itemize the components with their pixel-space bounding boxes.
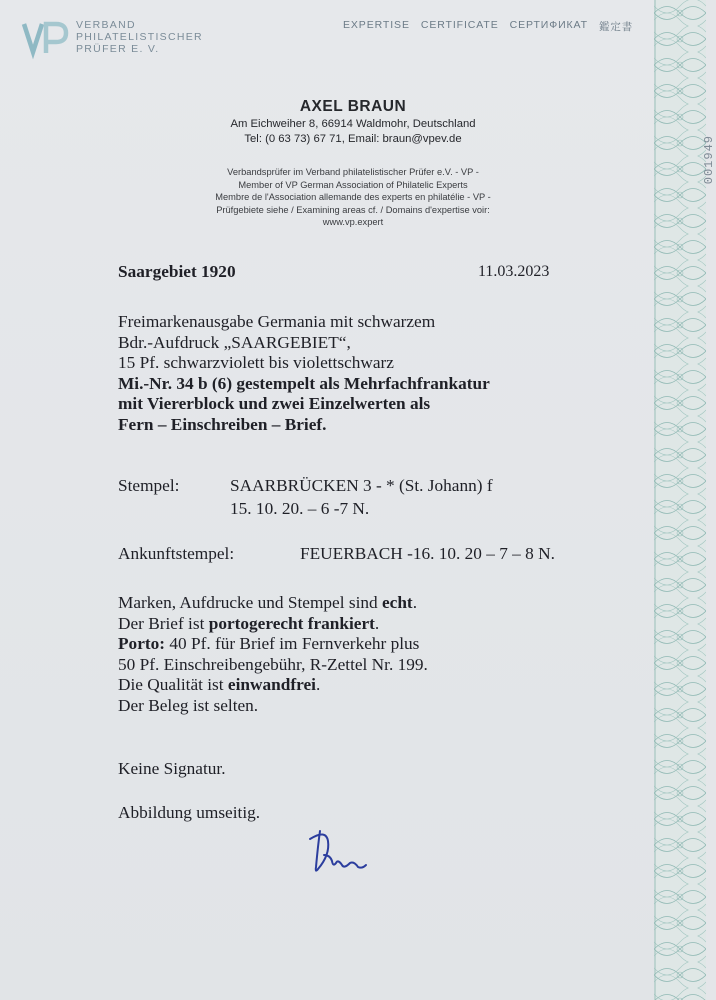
title-expertise: EXPERTISE: [343, 19, 410, 31]
findings-text: .: [315, 675, 321, 695]
findings-bold: Porto:: [118, 634, 166, 654]
findings-bold: einwandfrei: [227, 675, 316, 695]
guilloche-pattern-icon: [654, 0, 706, 1000]
title-kanteisho: 鑑定書: [598, 21, 634, 33]
security-border: [654, 0, 706, 1000]
serial-number: 001949: [702, 135, 716, 185]
findings-line: [118, 675, 658, 696]
certificate-topic: Saargebiet 1920: [118, 262, 236, 281]
findings-text: 40 Pf. für Brief im Fernverkehr plus: [165, 634, 420, 654]
arrival-postmark-value: FEUERBACH -16. 10. 20 – 7 – 8 N.: [300, 544, 555, 563]
membership-line: Verbandsprüfer im Verband philatelistischer Prüfer e.V. - VP -: [227, 167, 479, 177]
certificate-date: 11.03.2023: [478, 263, 550, 280]
catalog-number-line: Mi.-Nr. 34 b (6) gestempelt als Mehrfachfrankatur: [118, 373, 490, 393]
findings-text: .: [374, 613, 380, 633]
org-name-line: PRÜFER E. V.: [76, 43, 160, 55]
findings-text: Marken, Aufdrucke und Stempel sind: [118, 593, 382, 612]
signature-note: Keine Signatur.: [118, 759, 226, 778]
findings-line: [118, 593, 658, 614]
description: [118, 312, 658, 436]
membership-line: Prüfgebiete siehe / Examining areas cf. / Domains d'expertise voir:: [216, 204, 490, 215]
findings-text: Der Brief ist: [118, 613, 209, 633]
illustration-note: Abbildung umseitig.: [118, 803, 261, 822]
findings-line: [118, 634, 658, 655]
findings-text: .: [412, 593, 418, 612]
title-certificate: CERTIFICATE: [420, 19, 499, 31]
org-name-line: VERBAND: [76, 19, 136, 31]
handwritten-signature: [300, 825, 370, 880]
examiner-block: [0, 97, 706, 146]
franking-line: mit Viererblock und zwei Einzelwerten als: [118, 394, 431, 414]
findings-text: Die Qualität ist: [118, 675, 228, 695]
postmark-value: SAARBRÜCKEN 3 - * (St. Johann) f: [230, 476, 493, 495]
findings: [118, 593, 658, 717]
examiner-contact: Tel: (0 63 73) 67 71, Email: braun@vpev.de: [244, 132, 462, 145]
description-line: Bdr.-Aufdruck „SAARGEBIET“,: [118, 332, 351, 352]
membership-line: Member of VP German Association of Philatelic Experts: [238, 179, 468, 190]
findings-line: Der Beleg ist selten.: [118, 695, 259, 715]
findings-line: [118, 614, 658, 635]
certificate-heading: [118, 262, 658, 286]
vp-logo-icon: [22, 20, 70, 56]
letter-type-line: Fern – Einschreiben – Brief.: [118, 414, 327, 434]
membership-line: Membre de l'Association allemande des experts en philatélie - VP -: [215, 192, 491, 203]
examiner-address: Am Eichweiher 8, 66914 Waldmohr, Deutschland: [230, 118, 476, 130]
organization-name: [76, 19, 203, 55]
description-line: Freimarkenausgabe Germania mit schwarzem: [118, 312, 436, 331]
postmark-date: 15. 10. 20. – 6 -7 N.: [230, 499, 370, 518]
postmark-label: Stempel:: [118, 476, 180, 495]
org-name-line: PHILATELISTISCHER: [76, 31, 203, 43]
findings-bold: echt: [381, 593, 413, 612]
description-line: 15 Pf. schwarzviolett bis violettschwarz: [118, 353, 394, 373]
arrival-postmark-label: Ankunftstempel:: [118, 544, 235, 563]
membership-statement: [0, 166, 706, 229]
examiner-name: AXEL BRAUN: [299, 98, 407, 115]
certificate-titles: [343, 19, 643, 34]
title-sertifikat: СЕРТИФИКАТ: [509, 19, 588, 31]
findings-line: 50 Pf. Einschreibengebühr, R-Zettel Nr. 199.: [118, 654, 428, 674]
findings-bold: portogerecht frankiert: [208, 613, 375, 633]
membership-link: www.vp.expert: [322, 217, 384, 228]
